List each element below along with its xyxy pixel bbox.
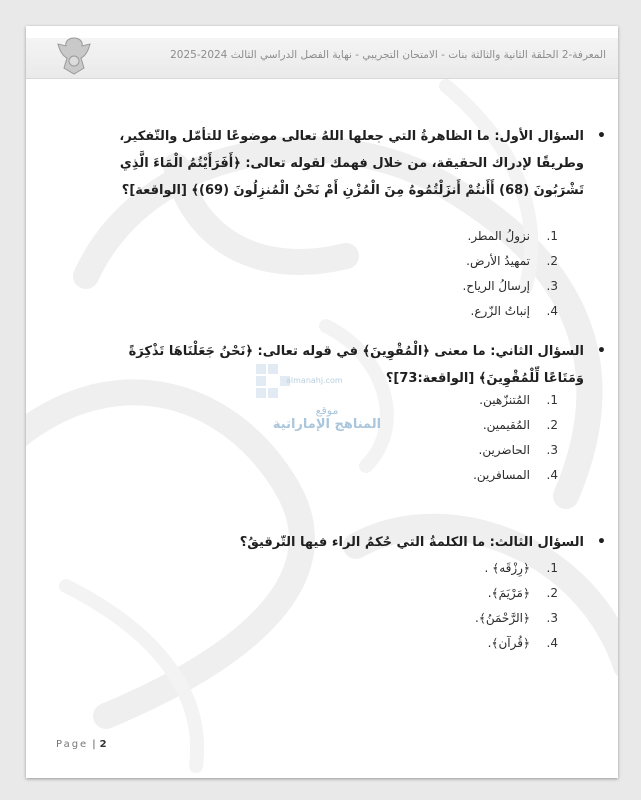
bullet-icon: • [597,343,606,359]
page-separator: | [92,739,96,750]
watermark-site-name: موقع المناهج الإماراتية [272,404,382,432]
question-1-line-3: تَشْرَبُونَ (68) أَأَنتُمْ أَنزَلْتُمُوهُ مِنَ الْمُزْنِ أَمْ نَحْنُ الْمُنزِلُونَ (69)﴾ [الواقعة]؟ [121,183,584,198]
question-1-options [258,224,558,324]
page-number: 2 [99,739,107,750]
question-3-options [258,556,558,656]
option: 4.إنباتُ الزّرع. [470,304,558,318]
option: 3.﴿الرَّحْمَنُ﴾. [475,611,558,625]
option: 2.تمهيدُ الأرض. [466,254,558,268]
option: 4.المسافرين. [473,468,558,482]
option: 3.الحاضرين. [478,443,558,457]
question-1-line-1: السؤال الأول: ما الظاهرةُ التي جعلها اللهُ تعالى موضوعًا للتأمّل والتّفكير، [119,129,584,144]
question-2-line-2: وَمَتَاعًا لِّلْمُقْوِينَ﴾ [الواقعة:73]؟ [385,371,584,386]
option: 2.المُقيمين. [482,418,558,432]
option: 1.المُتنزّهين. [479,393,558,407]
question-1-line-2: وطريقًا لإدراك الحقيقة، من خلال فهمك لقوله تعالى: ﴿أَفَرَأَيْتُمُ الْمَاءَ الَّذِي [119,156,584,171]
bullet-icon: • [597,534,606,550]
page-footer [56,739,107,750]
question-3-line-1: السؤال الثالث: ما الكلمةُ التي حُكمُ الراء فيها التّرقيقُ؟ [239,535,584,550]
option: 1.﴿رِزْقَه﴾ . [484,561,558,575]
question-3 [84,529,606,556]
option: 2.﴿مَرْيَمَ﴾. [487,586,558,600]
bullet-icon: • [597,128,606,144]
header-title: المعرفة-2 الحلقة الثانية والثالثة بنات - الامتحان التجريبي - نهاية الفصل الدراسي الثالث 2024-2025 [170,49,606,61]
option: 1.نزولُ المطر. [467,229,558,243]
watermark-url: almanahj.com [286,376,343,385]
page-label: Page [56,739,89,750]
option: 4.﴿قُرآن﴾. [487,636,558,650]
question-1 [84,123,606,204]
document-page [26,26,618,778]
question-2-line-1: السؤال الثاني: ما معنى ﴿الْمُقْوِينَ﴾ في قوله تعالى: ﴿نَحْنُ جَعَلْنَاهَا تَذْكِرَةً [128,344,584,359]
option: 3.إرسالُ الرياح. [462,279,558,293]
